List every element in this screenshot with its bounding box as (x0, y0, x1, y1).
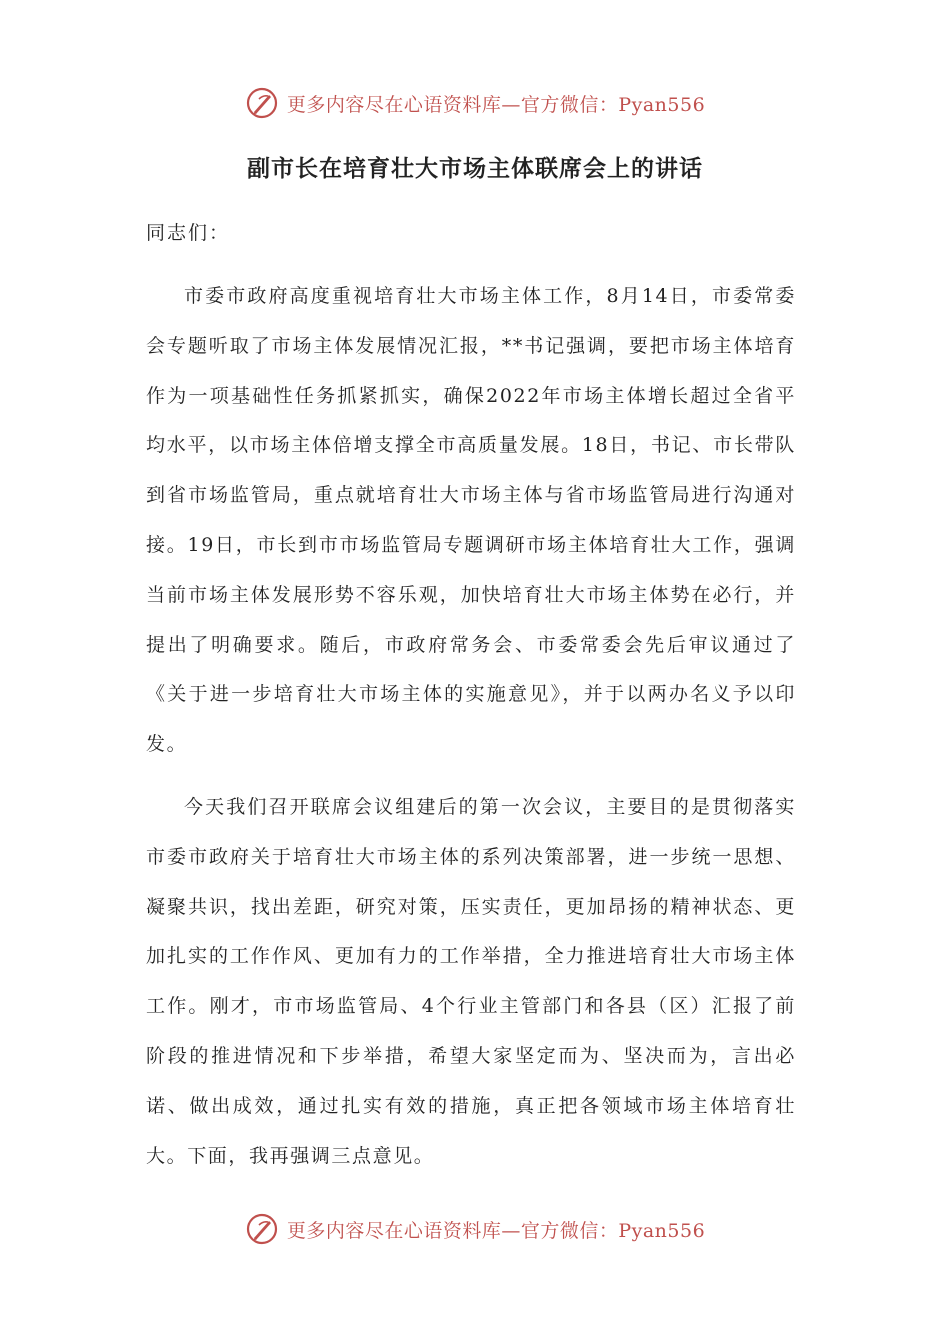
header-banner-text: 更多内容尽在心语资料库—官方微信：Pyan556 (286, 93, 706, 116)
paragraph-1: 市委市政府高度重视培育壮大市场主体工作，8月14日，市委常委会专题听取了市场主体发展情况汇报，**书记强调，要把市场主体培育作为一项基础性任务抓紧抓实，确保2022年市场主体增长超过全省平均水平，以市场主体倍增支撑全市高质量发展。18日，书记、市长带队到省市场监管局，重点就培育壮大市场主体与省市场监管局进行沟通对接。19日，市长到市市场监管局专题调研市场主体培育壮大工作，强调当前市场主体发展形势不容乐观，加快培育壮大市场主体势在必行，并提出了明确要求。随后，市政府常务会、市委常委会先后审议通过了《关于进一步培育壮大市场主体的实施意见》，并于以两办名义予以印发。 (146, 285, 796, 756)
quill-logo-icon (245, 86, 279, 120)
paragraph-2: 今天我们召开联席会议组建后的第一次会议，主要目的是贯彻落实市委市政府关于培育壮大市场主体的系列决策部署，进一步统一思想、凝聚共识，找出差距，研究对策，压实责任，更加昂扬的精神状态、更加扎实的工作作风、更加有力的工作举措，全力推进培育壮大市场主体工作。刚才，市市场监管局、4个行业主管部门和各县（区）汇报了前阶段的推进情况和下步举措，希望大家坚定而为、坚决而为，言出必诺、做出成效，通过扎实有效的措施，真正把各领域市场主体培育壮大。下面，我再强调三点意见。 (146, 796, 796, 1167)
document-title: 副市长在培育壮大市场主体联席会上的讲话 (247, 156, 703, 182)
header-banner (0, 86, 950, 120)
salutation: 同志们： (146, 222, 231, 244)
footer-banner-text: 更多内容尽在心语资料库—官方微信：Pyan556 (286, 1219, 706, 1242)
quill-logo-icon (245, 1212, 279, 1246)
footer-banner (0, 1212, 950, 1246)
